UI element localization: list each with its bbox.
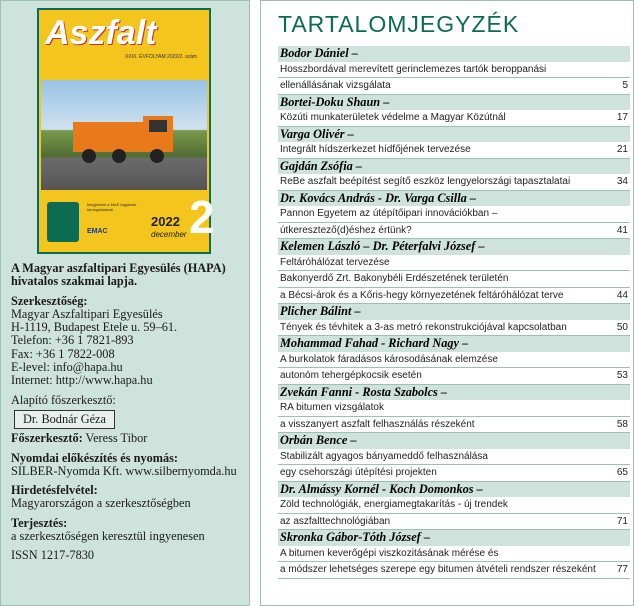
toc-line xyxy=(278,497,630,514)
toc-line xyxy=(278,546,630,563)
toc-author: Dr. Kovács András - Dr. Varga Csilla – xyxy=(278,191,630,207)
magazine-cover xyxy=(37,8,215,254)
toc-entry[interactable] xyxy=(278,385,630,434)
toc-article-title: Zöld technológiák, energiamegtakarítás - új trendek xyxy=(280,499,508,510)
hapa-logo-icon xyxy=(47,202,79,242)
toc-entry[interactable] xyxy=(278,95,630,127)
toc-author: Varga Olivér – xyxy=(278,127,630,143)
toc-page-number: 34 xyxy=(616,176,628,187)
chief-label: Főszerkesztő: xyxy=(11,431,83,446)
toc-entry[interactable] xyxy=(278,191,630,240)
toc-line xyxy=(278,62,630,79)
toc-page-number: 17 xyxy=(616,112,628,123)
issn: ISSN 1217-7830 xyxy=(11,548,95,563)
toc-article-title: a Bécsi-árok és a Kőris-hegy környezetének feltáróhálózat terve xyxy=(280,289,564,301)
emac-logo: EMAC xyxy=(87,228,108,235)
toc-article-title: autonóm tehergépkocsik esetén xyxy=(280,370,422,381)
toc-article-title: Tények és tévhitek a 3-as metró rekonstrukciójával kapcsolatban xyxy=(280,321,567,333)
toc-article-title: ellenállásának vizsgálata xyxy=(280,80,391,91)
editorial-line: Telefon: +36 1 7821-893 xyxy=(11,333,134,348)
toc-article-title: Közúti munkaterületek védelme a Magyar Közútnál xyxy=(280,112,506,123)
toc-line xyxy=(278,288,630,305)
toc-list xyxy=(278,46,630,579)
toc-page-number: 53 xyxy=(616,370,628,381)
ads-label: Hirdetésfelvétel: xyxy=(11,483,98,498)
toc-entry[interactable] xyxy=(278,336,630,385)
toc-entry[interactable] xyxy=(278,482,630,531)
toc-article-title: Integrált hídszerkezet hídfőjének tervezése xyxy=(280,144,471,155)
toc-article-title: ReBe aszfalt beépítést segítő eszköz lengyelországi tapasztalatai xyxy=(280,176,571,187)
cover-issue-number: 2 xyxy=(189,191,215,243)
toc-line xyxy=(278,174,630,191)
toc-page-number: 44 xyxy=(616,289,628,301)
toc-entry[interactable] xyxy=(278,530,630,579)
toc-article-title: a visszanyert aszfalt felhasználás részeként xyxy=(280,418,475,430)
print-label: Nyomdai előkészítés és nyomás: xyxy=(11,450,179,465)
editorial-label: Szerkesztőség: xyxy=(11,293,88,308)
toc-line xyxy=(278,514,630,531)
toc-line xyxy=(278,368,630,385)
cover-issue-line: XXIX. ÉVFOLYAM 2022/2. szám xyxy=(125,54,198,60)
toc-page-number: 58 xyxy=(616,418,628,430)
toc-author: Zvekán Fanni - Rosta Szabolcs – xyxy=(278,385,630,401)
editorial-line: Internet: http://www.hapa.hu xyxy=(11,373,153,388)
toc-page-number: 41 xyxy=(616,224,628,236)
toc-entry[interactable] xyxy=(278,239,630,304)
toc-line xyxy=(278,206,630,223)
toc-line xyxy=(278,449,630,466)
founder-label: Alapító főszerkesztő: xyxy=(11,392,116,407)
editorial-line: H-1119, Budapest Etele u. 59–61. xyxy=(11,320,178,335)
toc-article-title: Feltáróhálózat tervezése xyxy=(280,256,390,268)
ads-value: Magyarországon a szerkesztőségben xyxy=(11,496,191,511)
toc-page-number: 77 xyxy=(616,564,628,575)
toc-entry[interactable] xyxy=(278,127,630,159)
toc-page-number: 65 xyxy=(616,467,628,478)
toc-author: Skronka Gábor-Tóth József – xyxy=(278,530,630,546)
founder-name-box xyxy=(14,410,115,429)
toc-page-number: 5 xyxy=(622,80,628,91)
toc-article-title: Stabilizált agyagos bányameddő felhasználása xyxy=(280,450,488,462)
toc-article-title: A bitumen keverőgépi viszkozitásának mérése és xyxy=(280,547,499,559)
cover-header xyxy=(39,10,209,80)
distribution-label: Terjesztés: xyxy=(11,515,68,530)
toc-line xyxy=(278,352,630,369)
cover-logo: Aszfalt xyxy=(45,14,157,52)
toc-line xyxy=(278,320,630,337)
toc-article-title: Pannon Egyetem az útépítőipari innovációkban – xyxy=(280,208,498,219)
toc-line xyxy=(278,78,630,95)
toc-author: Gajdán Zsófia – xyxy=(278,159,630,175)
print-value: SILBER-Nyomda Kft. www.silbernyomda.hu xyxy=(11,463,237,478)
toc-line xyxy=(278,400,630,417)
toc-author: Mohammad Fahad - Richard Nagy – xyxy=(278,336,630,352)
toc-author: Plicher Bálint – xyxy=(278,304,630,320)
intro-text: A Magyar aszfaltipari Egyesülés (HAPA) hivatalos szakmai lapja. xyxy=(11,261,226,289)
toc-entry[interactable] xyxy=(278,46,630,95)
editorial-line: E-level: info@hapa.hu xyxy=(11,360,123,375)
toc-entry[interactable] xyxy=(278,433,630,482)
toc-author: Bodor Dániel – xyxy=(278,46,630,62)
cover-footer xyxy=(39,192,209,252)
toc-page-number: 21 xyxy=(616,144,628,155)
cover-year: 2022 xyxy=(151,214,180,229)
toc-line xyxy=(278,142,630,159)
chief-name: Veress Tibor xyxy=(82,431,148,446)
toc-author: Dr. Almássy Kornél - Koch Domonkos – xyxy=(278,482,630,498)
toc-line xyxy=(278,223,630,240)
toc-author: Bortei-Doku Shaun – xyxy=(278,95,630,111)
toc-article-title: A burkolatok fáradásos károsodásának elemzése xyxy=(280,353,498,365)
toc-author: Orbán Bence – xyxy=(278,433,630,449)
editorial-line: Fax: +36 1 7822-008 xyxy=(11,346,115,361)
truck-image xyxy=(69,112,179,166)
toc-article-title: egy csehországi útépítési projekten xyxy=(280,467,437,478)
publisher-info xyxy=(11,262,247,563)
editorial-line: Magyar Aszfaltipari Egyesülés xyxy=(11,306,163,321)
toc-article-title: a módszer lehetséges szerepe egy bitumen átvételi rendszer részeként xyxy=(280,564,596,575)
toc-page-number: 71 xyxy=(616,515,628,527)
toc-line xyxy=(278,271,630,288)
toc-article-title: Bakonyerdő Zrt. Bakonybéli Erdészetének területén xyxy=(280,273,509,284)
cover-photo xyxy=(41,80,207,190)
toc-article-title: az aszfalttechnológiában xyxy=(280,515,391,527)
cover-sponsor-text: Megjelenik a MAE tagjainak támogatásával xyxy=(87,202,137,212)
toc-line xyxy=(278,562,630,579)
toc-line xyxy=(278,255,630,272)
toc-line xyxy=(278,465,630,482)
toc-author: Kelemen László – Dr. Péterfalvi József – xyxy=(278,239,630,255)
toc-line xyxy=(278,110,630,127)
toc-article-title: Hosszbordával merevített gerinclemezes tartók beroppanási xyxy=(280,63,547,75)
distribution-value: a szerkesztőségen keresztül ingyenesen xyxy=(11,529,205,544)
founder-name: Dr. Bodnár Géza xyxy=(23,411,106,426)
toc-entry[interactable] xyxy=(278,159,630,191)
toc-title: TARTALOMJEGYZÉK xyxy=(278,11,520,37)
toc-entry[interactable] xyxy=(278,304,630,336)
toc-article-title: útkeresztező(d)éshez értünk? xyxy=(280,224,412,236)
toc-article-title: RA bitumen vizsgálatok xyxy=(280,402,384,413)
toc-page-number: 50 xyxy=(616,321,628,333)
cover-month: december xyxy=(151,230,187,239)
toc-line xyxy=(278,417,630,434)
